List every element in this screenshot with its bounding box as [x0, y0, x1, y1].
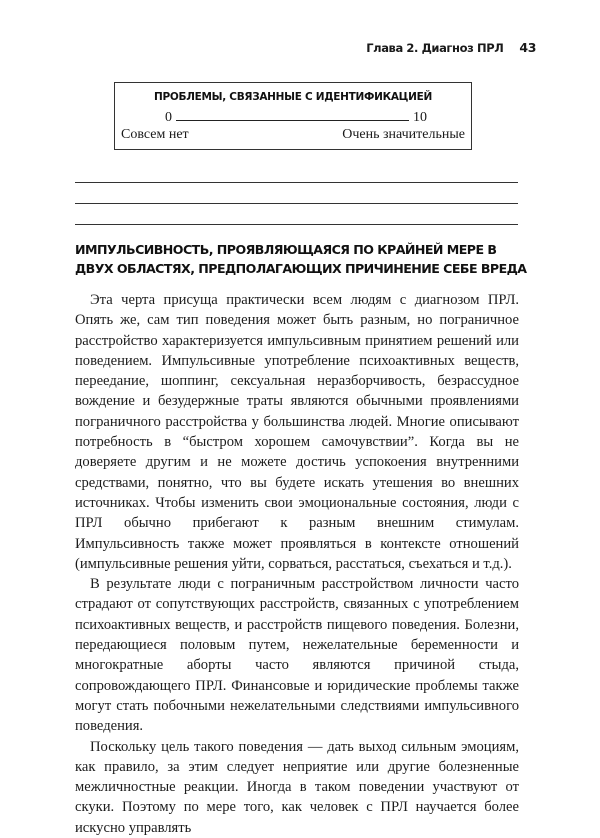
- body-text: [75, 290, 519, 838]
- paragraph-2: В результате люди с пограничным расстройством личности часто страдают от сопутствующих расстройств, связанных с употреблением психоактивных веществ, и расстройств пищевого поведения. Болезни, передающиеся половым путем, нежелательные беременности и многократные аборты часто являются причиной стыда, сопровождающего ПРЛ. Финансовые и юридические проблемы также могут стать побочными нежелательными следствиями импульсивного поведения.: [75, 576, 519, 735]
- scale-max-label: Очень значительные: [342, 127, 465, 142]
- section-heading: ИМПУЛЬСИВНОСТЬ, ПРОЯВЛЯЮЩАЯСЯ ПО КРАЙНЕЙ МЕРЕ В ДВУХ ОБЛАСТЯХ, ПРЕДПОЛАГАЮЩИХ ПРИЧИНЕНИЕ СЕБЕ ВРЕДА: [75, 242, 527, 276]
- scale-max-value: 10: [413, 110, 427, 125]
- scale-title: ПРОБЛЕМЫ, СВЯЗАННЫЕ С ИДЕНТИФИКАЦИЕЙ: [154, 91, 432, 103]
- scale-labels: [121, 127, 465, 143]
- chapter-title: Глава 2. Диагноз ПРЛ: [366, 41, 504, 55]
- answer-line-1[interactable]: [75, 182, 518, 183]
- page-number: 43: [519, 40, 536, 55]
- paragraph-3: Поскольку цель такого поведения — дать выход сильным эмоциям, как правило, за этим следует неприятие или другие болезненные межличностные реакции. Иногда в таком поведении участвуют от скуки. Поэтому по мере того, как человек с ПРЛ научается более искусно управлять: [75, 738, 519, 836]
- scale-row: [165, 108, 427, 126]
- paragraph-1: Эта черта присуща практически всем людям с диагнозом ПРЛ. Опять же, сам тип поведения может быть разным, но пограничное расстройство характеризуется импульсивным принятием решений или поведением. Импульсивные употребление психоактивных веществ, переедание, шоппинг, сексуальная неразборчивость, безрассудное вождение и безудержные траты являются обычными проявлениями пограничного расстройства у большинства людей. Многие описывают потребность в “быстром хорошем самочувствии”. Когда вы не доверяете другим и не можете достичь успокоения внутренними средствами, понятно, что вы будете искать утешения во внешних источниках. Чтобы изменить свои эмоциональные состояния, люди с ПРЛ обычно прибегают к разным внешним стимулам. Импульсивность также может проявляться в контексте отношений (импульсивные решения уйти, сорваться, расстаться, съехаться и т.д.).: [75, 292, 519, 572]
- running-head: [366, 40, 536, 55]
- scale-line[interactable]: [176, 108, 409, 121]
- identification-problems-scale: [114, 82, 472, 150]
- answer-line-3[interactable]: [75, 224, 518, 225]
- answer-line-2[interactable]: [75, 203, 518, 204]
- scale-min-label: Совсем нет: [121, 127, 189, 142]
- scale-min-value: 0: [165, 110, 172, 125]
